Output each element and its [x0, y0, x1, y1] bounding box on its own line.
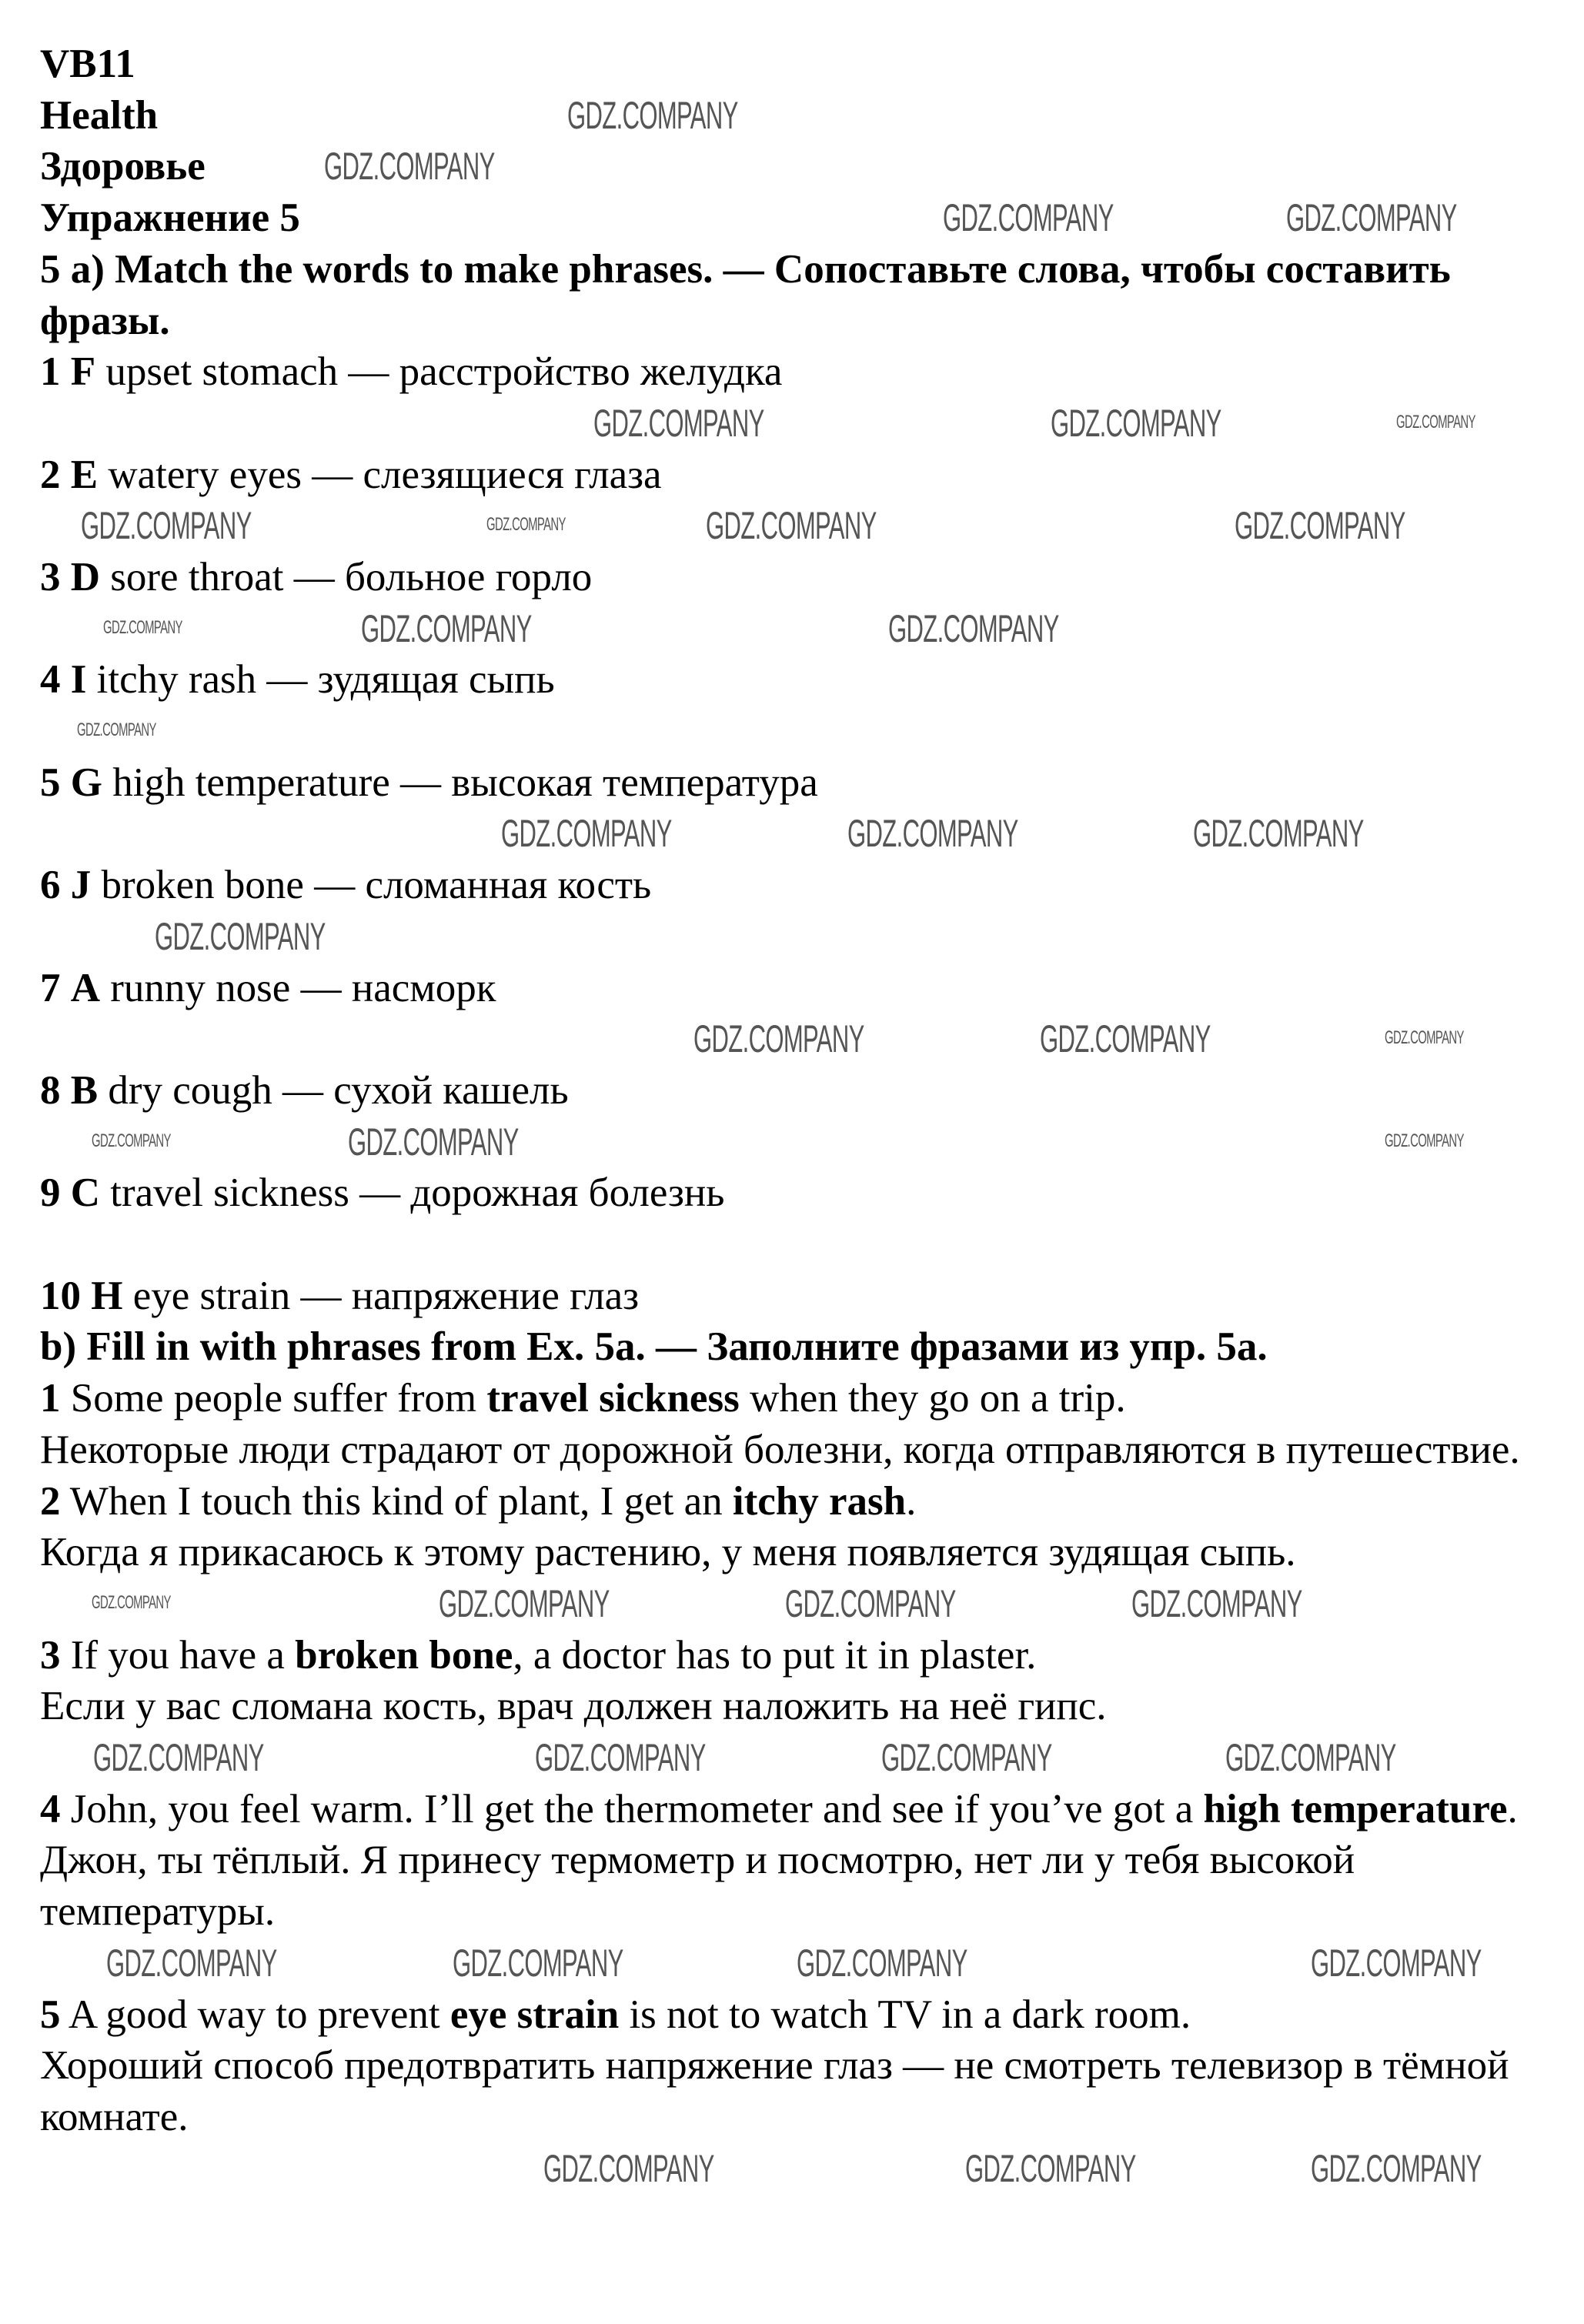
sentence-before: Some people suffer from	[70, 1376, 487, 1421]
item-text: upset stomach — расстройство желудка	[105, 349, 783, 395]
watermark-text: GDZ.COMPANY	[1385, 1027, 1465, 1049]
sentence-en	[40, 1373, 1555, 1424]
item-text: high temperature — высокая температура	[112, 760, 818, 805]
list-item	[40, 860, 1555, 911]
spacer	[40, 500, 1555, 552]
item-number: 3	[40, 555, 61, 599]
item-text: watery eyes — слезящиеся глаза	[108, 452, 662, 497]
item-number: 10	[40, 1273, 81, 1318]
watermark-text: GDZ.COMPANY	[693, 1017, 865, 1061]
answer-phrase: travel sickness	[486, 1376, 740, 1421]
section-code: VB11	[40, 42, 135, 86]
item-letter: H	[91, 1273, 123, 1318]
watermark-text: GDZ.COMPANY	[705, 504, 877, 548]
task-b-instruction	[40, 1321, 1555, 1373]
watermark-text: GDZ.COMPANY	[1131, 1581, 1302, 1625]
sentence-ru: Когда я прикасаюсь к этому растению, у меня появляется зудящая сыпь.	[40, 1530, 1296, 1575]
sentence-after: when they go on a trip.	[739, 1376, 1126, 1421]
sentence-before: A good way to prevent	[68, 1992, 450, 2037]
watermark-text: GDZ.COMPANY	[1311, 1941, 1482, 1985]
item-number: 6	[40, 863, 61, 908]
item-letter: A	[70, 965, 101, 1010]
watermark-text: GDZ.COMPANY	[347, 1120, 519, 1164]
item-text: dry cough — сухой кашель	[108, 1067, 569, 1113]
answer-phrase: high temperature	[1203, 1786, 1508, 1831]
task-a-instruction: 5 a) Match the words to make phrases. — Сопоставьте слова, чтобы составить фразы.	[40, 246, 1451, 343]
list-item	[40, 552, 1555, 603]
exercise-heading: Упражнение 5 GDZ.COMPANY GDZ.COMPANY	[40, 195, 1457, 241]
sentence-after: .	[1507, 1786, 1518, 1831]
item-number: 5	[40, 760, 61, 805]
watermark-text: GDZ.COMPANY	[847, 812, 1018, 856]
watermark-text: GDZ.COMPANY	[452, 1941, 623, 1985]
spacer	[40, 1938, 1555, 1989]
watermark-text: GDZ.COMPANY	[1225, 1736, 1397, 1780]
list-item	[40, 1167, 1555, 1219]
spacer	[40, 603, 1555, 655]
sentence-ru: Хороший способ предотвратить напряжение глаз — не смотреть телевизор в тёмной комнате.	[40, 2043, 1509, 2139]
sentence-number: 1	[40, 1376, 61, 1421]
task-b-text: b) Fill in with phrases from Ex. 5a. — Заполните фразами из упр. 5a.	[40, 1324, 1268, 1370]
watermark-text: GDZ.COMPANY	[76, 720, 156, 741]
item-text: runny nose — насморк	[110, 965, 496, 1010]
sentence-before: If you have a	[70, 1632, 296, 1678]
watermark-text: GDZ.COMPANY	[81, 504, 252, 548]
item-letter: E	[70, 452, 99, 497]
item-letter: I	[70, 657, 87, 703]
item-text: broken bone — сломанная кость	[101, 863, 652, 908]
sentence-number: 5	[40, 1992, 61, 2037]
watermark-text: GDZ.COMPANY	[881, 1736, 1052, 1780]
watermark-text: GDZ.COMPANY	[1285, 196, 1457, 240]
item-number: 8	[40, 1067, 61, 1113]
spacer	[40, 1732, 1555, 1784]
sentence-number: 2	[40, 1478, 61, 1524]
watermark-text: GDZ.COMPANY	[154, 914, 326, 958]
watermark-text: GDZ.COMPANY	[92, 1736, 264, 1780]
sentence-ru: Некоторые люди страдают от дорожной болезни, когда отправляются в путешествие.	[40, 1427, 1520, 1472]
list-item	[40, 1065, 1555, 1117]
watermark-text: GDZ.COMPANY	[91, 1591, 171, 1613]
list-item	[40, 654, 1555, 706]
watermark-text: GDZ.COMPANY	[324, 145, 495, 189]
watermark-text: GDZ.COMPANY	[1396, 411, 1476, 432]
watermark-text: GDZ.COMPANY	[439, 1581, 610, 1625]
title-en: Health GDZ.COMPANY	[40, 92, 738, 138]
item-letter: F	[70, 349, 96, 395]
watermark-text: GDZ.COMPANY	[543, 2146, 714, 2190]
list-item	[40, 346, 1555, 398]
list-item	[40, 963, 1555, 1014]
answer-phrase: itchy rash	[732, 1478, 907, 1524]
bottom-spacer	[40, 2143, 1555, 2195]
spacer	[40, 911, 1555, 963]
watermark-text: GDZ.COMPANY	[1311, 2146, 1482, 2190]
item-letter: C	[70, 1170, 101, 1216]
list-item	[40, 449, 1555, 501]
watermark-text: GDZ.COMPANY	[360, 606, 532, 650]
item-letter: D	[70, 555, 101, 599]
sentence-after: , a doctor has to put it in plaster.	[513, 1632, 1037, 1678]
list-item	[40, 1271, 1555, 1322]
answer-phrase: broken bone	[295, 1632, 513, 1678]
sentence-after: .	[906, 1478, 917, 1524]
watermark-text: GDZ.COMPANY	[797, 1941, 968, 1985]
spacer	[40, 1117, 1555, 1168]
spacer	[40, 706, 1555, 757]
sentence-after: is not to watch TV in a dark room.	[619, 1992, 1191, 2037]
answer-phrase: eye strain	[449, 1992, 620, 2037]
watermark-text: GDZ.COMPANY	[1234, 504, 1405, 548]
watermark-text: GDZ.COMPANY	[785, 1581, 956, 1625]
watermark-text: GDZ.COMPANY	[566, 93, 738, 137]
sentence-en	[40, 1476, 1555, 1528]
watermark-text: GDZ.COMPANY	[888, 606, 1059, 650]
watermark-text: GDZ.COMPANY	[500, 812, 672, 856]
title-ru: Здоровье GDZ.COMPANY	[40, 144, 495, 189]
sentence-before: John, you feel warm. I’ll get the thermometer and see if you’ve got a	[70, 1786, 1204, 1831]
spacer	[40, 808, 1555, 860]
item-number: 1	[40, 349, 61, 395]
watermark-text: GDZ.COMPANY	[593, 401, 764, 445]
spacer	[40, 1013, 1555, 1065]
watermark-text: GDZ.COMPANY	[1385, 1130, 1465, 1151]
item-number: 4	[40, 657, 61, 703]
watermark-text: GDZ.COMPANY	[1193, 812, 1364, 856]
item-number: 2	[40, 452, 61, 497]
item-text: itchy rash — зудящая сыпь	[96, 657, 555, 703]
item-text: sore throat — больное горло	[110, 555, 593, 599]
spacer	[40, 398, 1555, 449]
sentence-number: 3	[40, 1632, 61, 1678]
item-number: 9	[40, 1170, 61, 1216]
spacer	[40, 1219, 1555, 1271]
watermark-text: GDZ.COMPANY	[91, 1130, 171, 1151]
sentence-en	[40, 1784, 1555, 1835]
item-text: travel sickness — дорожная болезнь	[110, 1170, 725, 1216]
watermark-text: GDZ.COMPANY	[964, 2146, 1136, 2190]
watermark-text: GDZ.COMPANY	[486, 514, 566, 536]
spacer	[40, 1578, 1555, 1630]
item-number: 7	[40, 965, 61, 1010]
sentence-ru: Если у вас сломана кость, врач должен наложить на неё гипс.	[40, 1684, 1107, 1729]
sentence-en	[40, 1630, 1555, 1681]
item-letter: J	[70, 863, 92, 908]
list-item	[40, 757, 1555, 809]
item-letter: B	[70, 1067, 99, 1113]
watermark-text: GDZ.COMPANY	[102, 616, 182, 638]
sentence-en	[40, 1989, 1555, 2041]
watermark-text: GDZ.COMPANY	[942, 196, 1114, 240]
item-text: eye strain — напряжение глаз	[132, 1273, 640, 1318]
sentence-before: When I touch this kind of plant, I get an	[69, 1478, 733, 1524]
document-body	[40, 38, 1555, 2194]
watermark-text: GDZ.COMPANY	[105, 1941, 277, 1985]
watermark-text: GDZ.COMPANY	[1040, 1017, 1211, 1061]
sentence-number: 4	[40, 1786, 61, 1831]
sentence-ru: Джон, ты тёплый. Я принесу термометр и посмотрю, нет ли у тебя высокой температуры.	[40, 1838, 1355, 1935]
watermark-text: GDZ.COMPANY	[534, 1736, 706, 1780]
watermark-text: GDZ.COMPANY	[1050, 401, 1221, 445]
item-letter: G	[70, 760, 102, 805]
